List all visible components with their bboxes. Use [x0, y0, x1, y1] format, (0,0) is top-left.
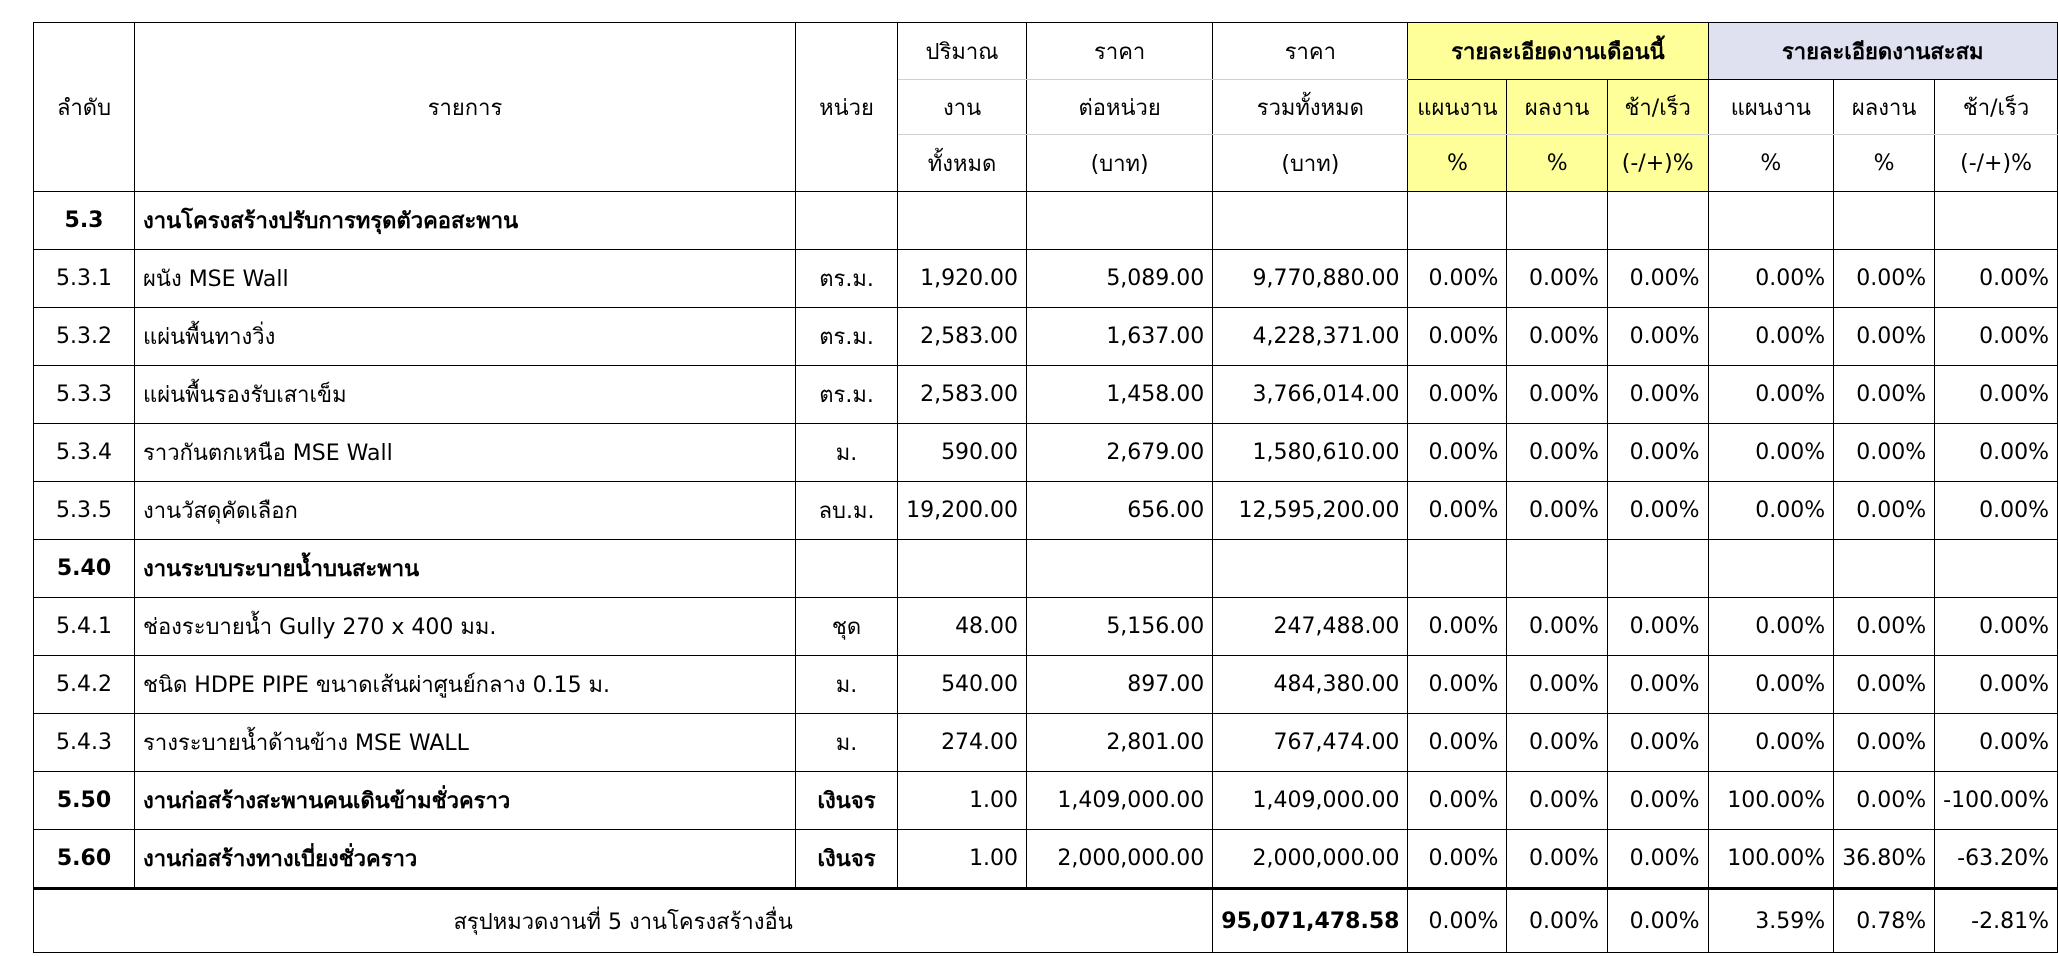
row-cum-result: 0.00% — [1834, 424, 1935, 482]
table-row — [34, 366, 2058, 424]
table-row — [34, 830, 2058, 889]
row-cum-result — [1834, 540, 1935, 598]
row-unit-price: 1,458.00 — [1027, 366, 1213, 424]
row-quantity: 2,583.00 — [898, 366, 1027, 424]
header-cum-plan-unit: % — [1708, 135, 1834, 192]
table-row — [34, 598, 2058, 656]
header-total-price-3: (บาท) — [1213, 135, 1408, 192]
row-month-plan: 0.00% — [1408, 482, 1507, 540]
row-number: 5.3.2 — [34, 308, 135, 366]
row-number: 5.50 — [34, 772, 135, 830]
row-quantity: 48.00 — [898, 598, 1027, 656]
row-month-result: 0.00% — [1507, 308, 1608, 366]
row-month-plan: 0.00% — [1408, 714, 1507, 772]
summary-total: 95,071,478.58 — [1213, 889, 1408, 953]
row-unit-price: 656.00 — [1027, 482, 1213, 540]
header-unit-price-3: (บาท) — [1027, 135, 1213, 192]
row-month-diff: 0.00% — [1607, 250, 1708, 308]
row-month-plan: 0.00% — [1408, 308, 1507, 366]
summary-cum-diff: -2.81% — [1935, 889, 2058, 953]
row-month-plan: 0.00% — [1408, 830, 1507, 889]
row-cum-result: 0.00% — [1834, 656, 1935, 714]
row-cum-diff: 0.00% — [1935, 250, 2058, 308]
row-total-price: 1,580,610.00 — [1213, 424, 1408, 482]
row-month-plan — [1408, 192, 1507, 250]
row-total-price: 484,380.00 — [1213, 656, 1408, 714]
header-cum-result: ผลงาน — [1834, 80, 1935, 135]
row-unit: ม. — [796, 424, 898, 482]
row-cum-plan: 0.00% — [1708, 250, 1834, 308]
row-total-price: 9,770,880.00 — [1213, 250, 1408, 308]
header-cumulative-group: รายละเอียดงานสะสม — [1708, 23, 2058, 80]
row-month-result: 0.00% — [1507, 772, 1608, 830]
row-unit — [796, 192, 898, 250]
row-month-result: 0.00% — [1507, 482, 1608, 540]
row-month-diff — [1607, 192, 1708, 250]
row-quantity — [898, 192, 1027, 250]
row-item: ผนัง MSE Wall — [135, 250, 796, 308]
row-total-price: 247,488.00 — [1213, 598, 1408, 656]
row-unit-price: 1,409,000.00 — [1027, 772, 1213, 830]
row-unit: ตร.ม. — [796, 366, 898, 424]
row-total-price: 3,766,014.00 — [1213, 366, 1408, 424]
row-total-price — [1213, 540, 1408, 598]
row-cum-diff: -63.20% — [1935, 830, 2058, 889]
row-cum-plan: 0.00% — [1708, 482, 1834, 540]
row-month-result: 0.00% — [1507, 598, 1608, 656]
header-cum-plan: แผนงาน — [1708, 80, 1834, 135]
header-cum-diff-unit: (-/+)% — [1935, 135, 2058, 192]
row-unit: เงินจร — [796, 772, 898, 830]
row-number: 5.3.4 — [34, 424, 135, 482]
row-month-diff: 0.00% — [1607, 598, 1708, 656]
row-cum-plan: 0.00% — [1708, 714, 1834, 772]
row-cum-plan: 0.00% — [1708, 308, 1834, 366]
table-row — [34, 424, 2058, 482]
row-item: งานโครงสร้างปรับการทรุดตัวคอสะพาน — [135, 192, 796, 250]
table-row — [34, 772, 2058, 830]
row-unit-price: 5,156.00 — [1027, 598, 1213, 656]
row-cum-result: 0.00% — [1834, 366, 1935, 424]
row-unit — [796, 540, 898, 598]
row-number: 5.4.3 — [34, 714, 135, 772]
row-cum-plan — [1708, 540, 1834, 598]
row-month-plan: 0.00% — [1408, 656, 1507, 714]
row-month-diff: 0.00% — [1607, 482, 1708, 540]
row-month-diff: 0.00% — [1607, 830, 1708, 889]
row-month-diff — [1607, 540, 1708, 598]
header-cum-result-unit: % — [1834, 135, 1935, 192]
row-month-diff: 0.00% — [1607, 308, 1708, 366]
row-total-price: 1,409,000.00 — [1213, 772, 1408, 830]
summary-month-diff: 0.00% — [1607, 889, 1708, 953]
header-month-result: ผลงาน — [1507, 80, 1608, 135]
summary-cum-result: 0.78% — [1834, 889, 1935, 953]
row-month-diff: 0.00% — [1607, 714, 1708, 772]
header-cum-diff: ช้า/เร็ว — [1935, 80, 2058, 135]
row-month-result: 0.00% — [1507, 366, 1608, 424]
row-total-price: 4,228,371.00 — [1213, 308, 1408, 366]
table-row — [34, 192, 2058, 250]
header-qty-3: ทั้งหมด — [898, 135, 1027, 192]
row-item: แผ่นพื้นรองรับเสาเข็ม — [135, 366, 796, 424]
row-month-diff: 0.00% — [1607, 366, 1708, 424]
row-month-result — [1507, 540, 1608, 598]
header-no: ลำดับ — [34, 23, 135, 192]
header-item: รายการ — [135, 23, 796, 192]
row-quantity — [898, 540, 1027, 598]
row-cum-diff: 0.00% — [1935, 424, 2058, 482]
row-month-plan: 0.00% — [1408, 598, 1507, 656]
row-month-plan: 0.00% — [1408, 366, 1507, 424]
table-row — [34, 250, 2058, 308]
row-cum-diff: -100.00% — [1935, 772, 2058, 830]
row-unit-price — [1027, 192, 1213, 250]
header-month-diff-unit: (-/+)% — [1607, 135, 1708, 192]
row-cum-diff: 0.00% — [1935, 482, 2058, 540]
header-qty-1: ปริมาณ — [898, 23, 1027, 80]
header-qty-2: งาน — [898, 80, 1027, 135]
row-cum-plan: 0.00% — [1708, 656, 1834, 714]
summary-row — [34, 889, 2058, 953]
row-cum-result — [1834, 192, 1935, 250]
summary-month-result: 0.00% — [1507, 889, 1608, 953]
row-unit: ตร.ม. — [796, 250, 898, 308]
row-quantity: 590.00 — [898, 424, 1027, 482]
header-unit: หน่วย — [796, 23, 898, 192]
row-number: 5.3.1 — [34, 250, 135, 308]
row-unit-price: 2,801.00 — [1027, 714, 1213, 772]
progress-table — [33, 22, 2058, 953]
row-number: 5.4.2 — [34, 656, 135, 714]
header-total-price-2: รวมทั้งหมด — [1213, 80, 1408, 135]
row-item: งานระบบระบายน้ำบนสะพาน — [135, 540, 796, 598]
row-number: 5.4.1 — [34, 598, 135, 656]
row-cum-plan — [1708, 192, 1834, 250]
row-month-diff: 0.00% — [1607, 772, 1708, 830]
row-cum-plan: 100.00% — [1708, 772, 1834, 830]
row-month-result — [1507, 192, 1608, 250]
row-cum-plan: 100.00% — [1708, 830, 1834, 889]
header-month-plan: แผนงาน — [1408, 80, 1507, 135]
row-unit: ลบ.ม. — [796, 482, 898, 540]
table-row — [34, 540, 2058, 598]
row-total-price: 767,474.00 — [1213, 714, 1408, 772]
row-month-diff: 0.00% — [1607, 424, 1708, 482]
row-month-plan: 0.00% — [1408, 772, 1507, 830]
row-month-plan: 0.00% — [1408, 250, 1507, 308]
summary-month-plan: 0.00% — [1408, 889, 1507, 953]
row-total-price: 2,000,000.00 — [1213, 830, 1408, 889]
row-quantity: 274.00 — [898, 714, 1027, 772]
row-quantity: 1.00 — [898, 772, 1027, 830]
row-item: ช่องระบายน้ำ Gully 270 x 400 มม. — [135, 598, 796, 656]
row-cum-diff — [1935, 192, 2058, 250]
header-unit-price-1: ราคา — [1027, 23, 1213, 80]
row-quantity: 1.00 — [898, 830, 1027, 889]
row-unit: ตร.ม. — [796, 308, 898, 366]
row-month-plan — [1408, 540, 1507, 598]
row-quantity: 19,200.00 — [898, 482, 1027, 540]
summary-label: สรุปหมวดงานที่ 5 งานโครงสร้างอื่น — [34, 889, 1213, 953]
row-cum-diff: 0.00% — [1935, 308, 2058, 366]
summary-cum-plan: 3.59% — [1708, 889, 1834, 953]
row-unit-price: 2,679.00 — [1027, 424, 1213, 482]
row-cum-plan: 0.00% — [1708, 366, 1834, 424]
row-total-price: 12,595,200.00 — [1213, 482, 1408, 540]
row-cum-diff: 0.00% — [1935, 714, 2058, 772]
row-unit: ม. — [796, 656, 898, 714]
row-unit-price: 897.00 — [1027, 656, 1213, 714]
row-cum-result: 0.00% — [1834, 250, 1935, 308]
table-row — [34, 308, 2058, 366]
row-unit: เงินจร — [796, 830, 898, 889]
row-cum-plan: 0.00% — [1708, 424, 1834, 482]
row-unit: ชุด — [796, 598, 898, 656]
row-number: 5.3.3 — [34, 366, 135, 424]
row-cum-result: 0.00% — [1834, 598, 1935, 656]
row-cum-diff: 0.00% — [1935, 598, 2058, 656]
row-cum-result: 0.00% — [1834, 308, 1935, 366]
row-unit-price: 2,000,000.00 — [1027, 830, 1213, 889]
header-total-price-1: ราคา — [1213, 23, 1408, 80]
row-unit-price: 1,637.00 — [1027, 308, 1213, 366]
row-item: ชนิด HDPE PIPE ขนาดเส้นผ่าศูนย์กลาง 0.15 ม. — [135, 656, 796, 714]
row-unit-price — [1027, 540, 1213, 598]
row-month-result: 0.00% — [1507, 830, 1608, 889]
row-item: งานก่อสร้างทางเบี่ยงชั่วคราว — [135, 830, 796, 889]
header-month-result-unit: % — [1507, 135, 1608, 192]
row-quantity: 2,583.00 — [898, 308, 1027, 366]
row-quantity: 1,920.00 — [898, 250, 1027, 308]
row-total-price — [1213, 192, 1408, 250]
row-cum-diff: 0.00% — [1935, 366, 2058, 424]
row-item: งานวัสดุคัดเลือก — [135, 482, 796, 540]
row-cum-result: 36.80% — [1834, 830, 1935, 889]
table-row — [34, 482, 2058, 540]
row-number: 5.60 — [34, 830, 135, 889]
row-quantity: 540.00 — [898, 656, 1027, 714]
row-cum-plan: 0.00% — [1708, 598, 1834, 656]
row-item: ราวกันตกเหนือ MSE Wall — [135, 424, 796, 482]
row-item: รางระบายน้ำด้านข้าง MSE WALL — [135, 714, 796, 772]
row-month-result: 0.00% — [1507, 424, 1608, 482]
row-item: แผ่นพื้นทางวิ่ง — [135, 308, 796, 366]
row-cum-result: 0.00% — [1834, 482, 1935, 540]
row-number: 5.3.5 — [34, 482, 135, 540]
row-cum-result: 0.00% — [1834, 772, 1935, 830]
row-unit: ม. — [796, 714, 898, 772]
table-row — [34, 714, 2058, 772]
row-item: งานก่อสร้างสะพานคนเดินข้ามชั่วคราว — [135, 772, 796, 830]
row-month-result: 0.00% — [1507, 656, 1608, 714]
header-unit-price-2: ต่อหน่วย — [1027, 80, 1213, 135]
row-cum-result: 0.00% — [1834, 714, 1935, 772]
row-cum-diff — [1935, 540, 2058, 598]
row-month-result: 0.00% — [1507, 714, 1608, 772]
row-month-diff: 0.00% — [1607, 656, 1708, 714]
row-number: 5.40 — [34, 540, 135, 598]
header-month-diff: ช้า/เร็ว — [1607, 80, 1708, 135]
row-cum-diff: 0.00% — [1935, 656, 2058, 714]
row-month-plan: 0.00% — [1408, 424, 1507, 482]
row-number: 5.3 — [34, 192, 135, 250]
header-month-group: รายละเอียดงานเดือนนี้ — [1408, 23, 1708, 80]
row-month-result: 0.00% — [1507, 250, 1608, 308]
row-unit-price: 5,089.00 — [1027, 250, 1213, 308]
table-row — [34, 656, 2058, 714]
header-month-plan-unit: % — [1408, 135, 1507, 192]
